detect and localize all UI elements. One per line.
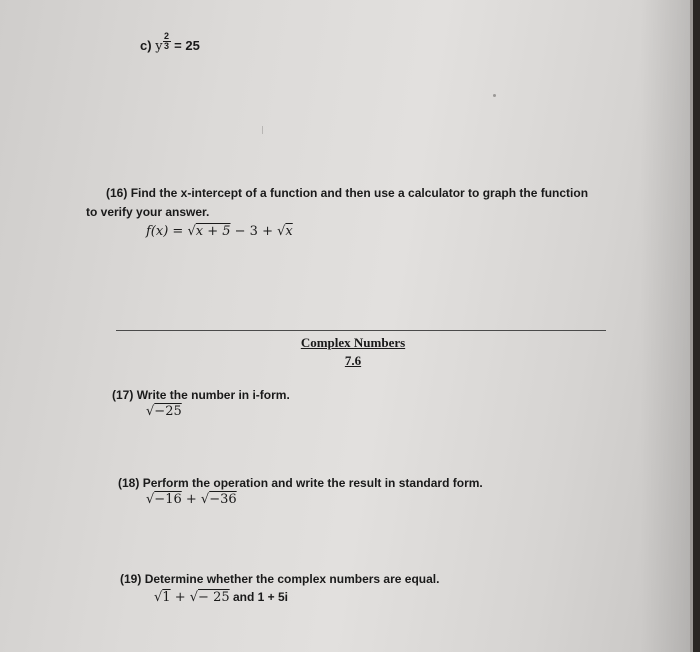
problem-17-radicand: −25 <box>154 404 182 419</box>
problem-19-radicand-1: 1 <box>162 590 171 605</box>
problem-16-line1 <box>106 186 588 200</box>
paper-speck <box>262 126 263 134</box>
problem-19-plus: + <box>170 590 190 605</box>
section-divider <box>116 330 606 331</box>
exponent-numerator: 2 <box>164 31 170 41</box>
radicand-1: x + 5 <box>195 224 231 239</box>
problem-16-number: (16) <box>106 186 128 200</box>
problem-19-number: (19) <box>120 572 142 586</box>
section-title: Complex Numbers <box>300 335 406 350</box>
problem-18-line <box>118 476 483 490</box>
problem-c-exponent <box>163 32 171 51</box>
problem-c <box>140 31 200 57</box>
problem-18-number: (18) <box>118 476 140 490</box>
problem-19-radicand-2: − 25 <box>198 590 230 605</box>
problem-18-plus: + <box>181 492 201 507</box>
problem-18-text: Perform the operation and write the result in standard form. <box>142 476 483 490</box>
problem-19-line <box>120 572 439 586</box>
problem-17-line <box>112 388 290 402</box>
problem-17-expression: √−25 <box>146 404 182 419</box>
problem-16-line2: to verify your answer. <box>86 205 210 219</box>
problem-16-function: f(x) = √x + 5 − 3 + √x <box>146 224 293 239</box>
problem-18-radicand-1: −16 <box>154 492 182 507</box>
problem-17-number: (17) <box>112 388 134 402</box>
paper-speck <box>493 94 496 97</box>
problem-19-text: Determine whether the complex numbers are equal. <box>144 572 440 586</box>
problem-c-label: c) <box>140 38 152 53</box>
function-middle: − 3 + <box>230 224 278 239</box>
problem-19-expression: √1 + √− 25 and 1 + 5i <box>154 590 288 605</box>
problem-18-radicand-2: −36 <box>209 492 237 507</box>
problem-16-text: Find the x-intercept of a function and then use a calculator to graph the function <box>130 186 589 200</box>
exponent-denominator: 3 <box>164 41 170 51</box>
function-lhs: f(x) = <box>146 224 188 239</box>
problem-18-expression: √−16 + √−36 <box>146 492 237 507</box>
problem-19-rest: and 1 + 5i <box>229 590 288 604</box>
section-number: 7.6 <box>344 353 362 368</box>
radicand-2: x <box>285 224 293 239</box>
problem-c-variable: y <box>155 39 163 54</box>
page-shadow <box>640 0 690 652</box>
problem-c-rhs: = 25 <box>174 38 200 53</box>
problem-17-text: Write the number in i-form. <box>136 388 290 402</box>
